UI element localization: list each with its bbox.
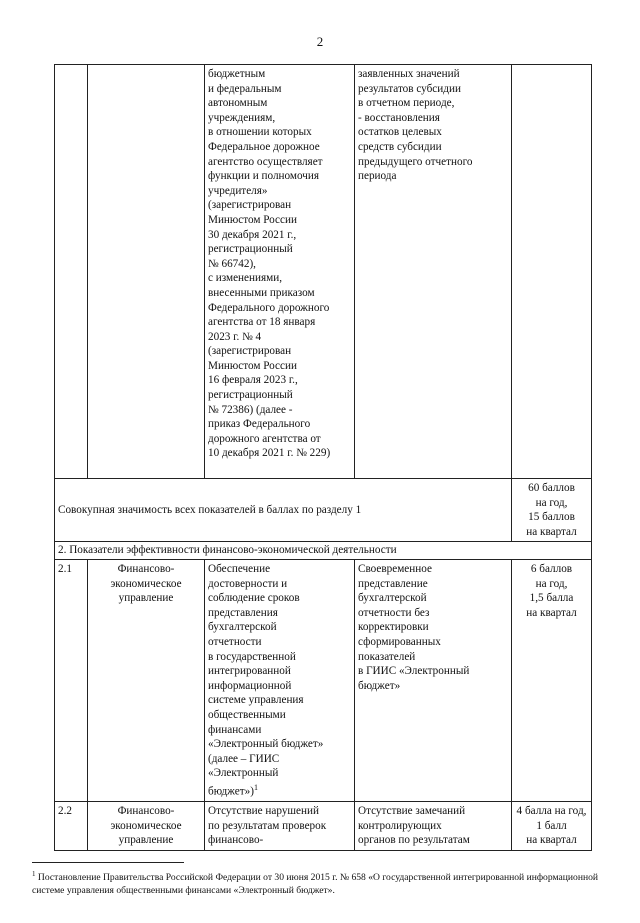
table-row <box>55 559 592 801</box>
footnote-marker: 1 <box>253 782 258 792</box>
score-cell: 4 балла на год, 1 балл на квартал <box>512 802 592 851</box>
footnote-text: Постановление Правительства Российской Федерации от 30 июня 2015 г. № 658 «О государственной интегрированной информационной системе управления общественными финансами «Электронный бюджет». <box>32 872 599 896</box>
dept-cell: Финансово- экономическое управление <box>88 802 205 851</box>
score-cell <box>512 65 592 479</box>
num-cell: 2.2 <box>55 802 88 851</box>
footnote <box>32 868 602 897</box>
num-cell: 2.1 <box>55 559 88 801</box>
score-cell: 6 баллов на год, 1,5 балла на квартал <box>512 559 592 801</box>
indicator-text: Обеспечение достоверности и соблюдение сроков представления бухгалтерской отчетности в государственной интегрированной информационной системе управления общественными финансами «Электронный бюджет» (далее – ГИИС «Электронный бюджет») <box>208 562 324 798</box>
indicator-cell <box>205 559 355 801</box>
section-total-row <box>55 479 592 542</box>
table-row <box>55 802 592 851</box>
footnote-number: 1 <box>32 870 36 878</box>
indicators-table <box>54 64 592 851</box>
criteria-cell: Отсутствие замечаний контролирующих органов по результатам <box>355 802 512 851</box>
table-row <box>55 65 592 479</box>
criteria-cell: Своевременное представление бухгалтерской отчетности без корректировки сформированных показателей в ГИИС «Электронный бюджет» <box>355 559 512 801</box>
indicator-cell: Отсутствие нарушений по результатам проверок финансово- <box>205 802 355 851</box>
section-total-score: 60 баллов на год, 15 баллов на квартал <box>512 479 592 542</box>
section-header-row <box>55 542 592 560</box>
section-total-label: Совокупная значимость всех показателей в баллах по разделу 1 <box>55 479 512 542</box>
dept-cell: Финансово- экономическое управление <box>88 559 205 801</box>
dept-cell <box>88 65 205 479</box>
section-header: 2. Показатели эффективности финансово-экономической деятельности <box>55 542 592 560</box>
num-cell <box>55 65 88 479</box>
footnote-divider <box>32 862 184 863</box>
criteria-cell: заявленных значений результатов субсидии в отчетном периоде, - восстановления остатков целевых средств субсидии предыдущего отчетного периода <box>355 65 512 479</box>
page-number: 2 <box>316 34 324 49</box>
indicator-cell: бюджетным и федеральным автономным учреждениям, в отношении которых Федеральное дорожное агентство осуществляет функции и полномочия учредителя» (зарегистрирован Минюстом России 30 декабря 2021 г., регистрационный № 66742), с изменениями, внесенными приказом Федерального дорожного агентства от 18 января 2023 г. № 4 (зарегистрирован Минюстом России 16 февраля 2023 г., регистрационный № 72386) (далее - приказ Федерального дорожного агентства от 10 декабря 2021 г. № 229) <box>205 65 355 479</box>
